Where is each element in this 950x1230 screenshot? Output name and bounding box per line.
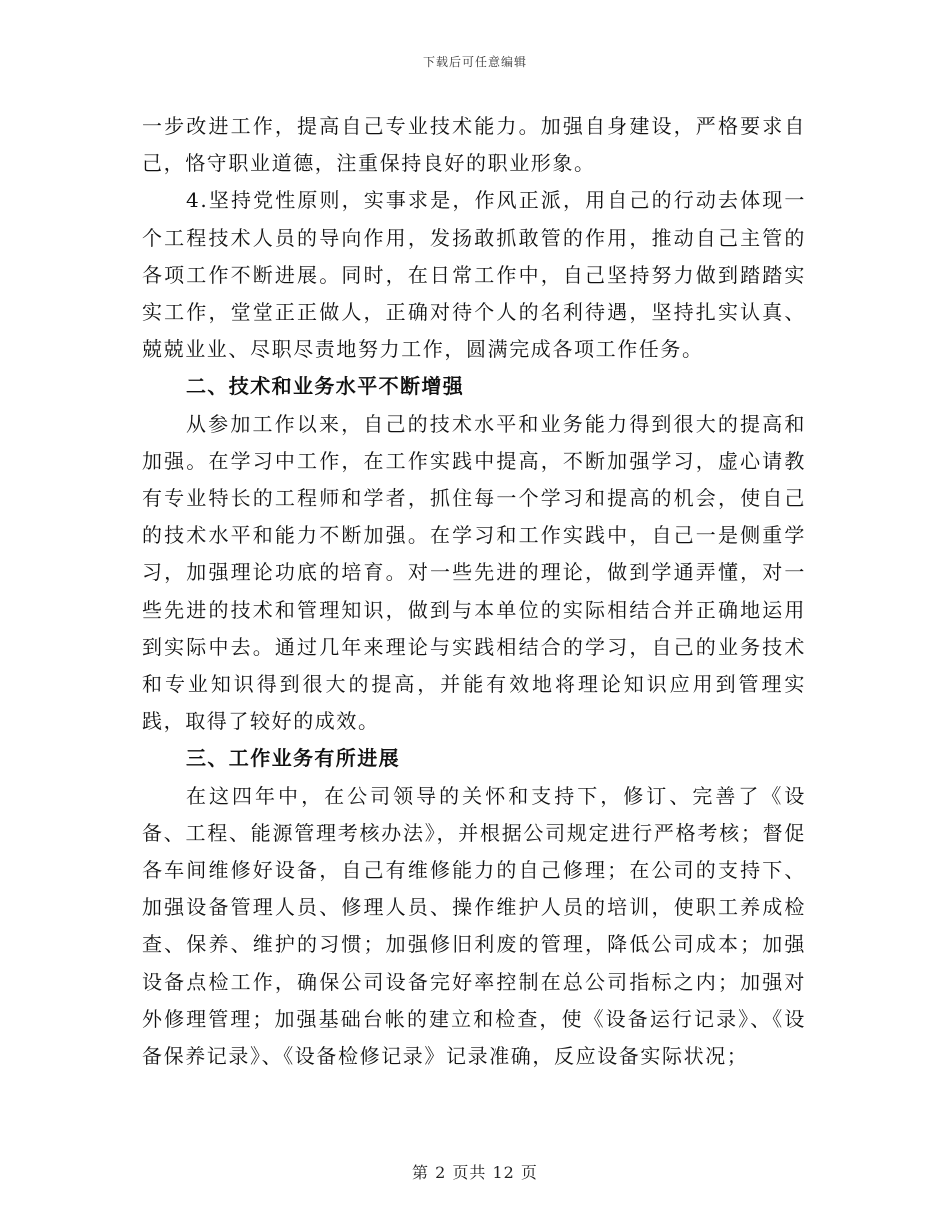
page-number: 第 2 页共 12 页 xyxy=(412,1163,538,1182)
section-heading-3: 三、工作业务有所进展 xyxy=(186,746,400,771)
page-header: 下载后可任意编辑 xyxy=(422,55,527,69)
paragraph-item-4: 4.坚持党性原则，实事求是，作风正派，用自己的行动去体现一个工程技术人员的导向作用，发扬敢抓敢管的作用，推动自己主管的各项工作不断进展。同时，在日常工作中，自己坚持努力做到踏踏实实工作，堂堂正正做人，正确对待个人的名利待遇，坚持扎实认真、兢兢业业、尽职尽责地努力工作，圆满完成各项工作任务。 xyxy=(142,188,806,362)
document-body xyxy=(142,108,806,1075)
paragraph-section-2: 从参加工作以来，自己的技术水平和业务能力得到很大的提高和加强。在学习中工作，在工作实践中提高，不断加强学习，虚心请教有专业特长的工程师和学者，抓住每一个学习和提高的机会，使自己的技术水平和能力不断加强。在学习和工作实践中，自己一是侧重学习，加强理论功底的培育。对一些先进的理论，做到学通弄懂，对一些先进的技术和管理知识，做到与本单位的实际相结合并正确地运用到实际中去。通过几年来理论与实践相结合的学习，自己的业务技术和专业知识得到很大的提高，并能有效地将理论知识应用到管理实践，取得了较好的成效。 xyxy=(142,411,806,734)
paragraph-continuation: 一步改进工作，提高自己专业技术能力。加强自身建设，严格要求自己，恪守职业道德，注重保持良好的职业形象。 xyxy=(142,114,806,176)
section-heading-2: 二、技术和业务水平不断增强 xyxy=(186,374,465,399)
paragraph-section-3: 在这四年中，在公司领导的关怀和支持下，修订、完善了《设备、工程、能源管理考核办法》，并根据公司规定进行严格考核；督促各车间维修好设备，自己有维修能力的自己修理；在公司的支持下、加强设备管理人员、修理人员、操作维护人员的培训，使职工养成检查、保养、维护的习惯；加强修旧利废的管理，降低公司成本；加强设备点检工作，确保公司设备完好率控制在总公司指标之内；加强对外修理管理；加强基础台帐的建立和检查，使《设备运行记录》、《设备保养记录》、《设备检修记录》记录准确，反应设备实际状况； xyxy=(142,783,806,1069)
